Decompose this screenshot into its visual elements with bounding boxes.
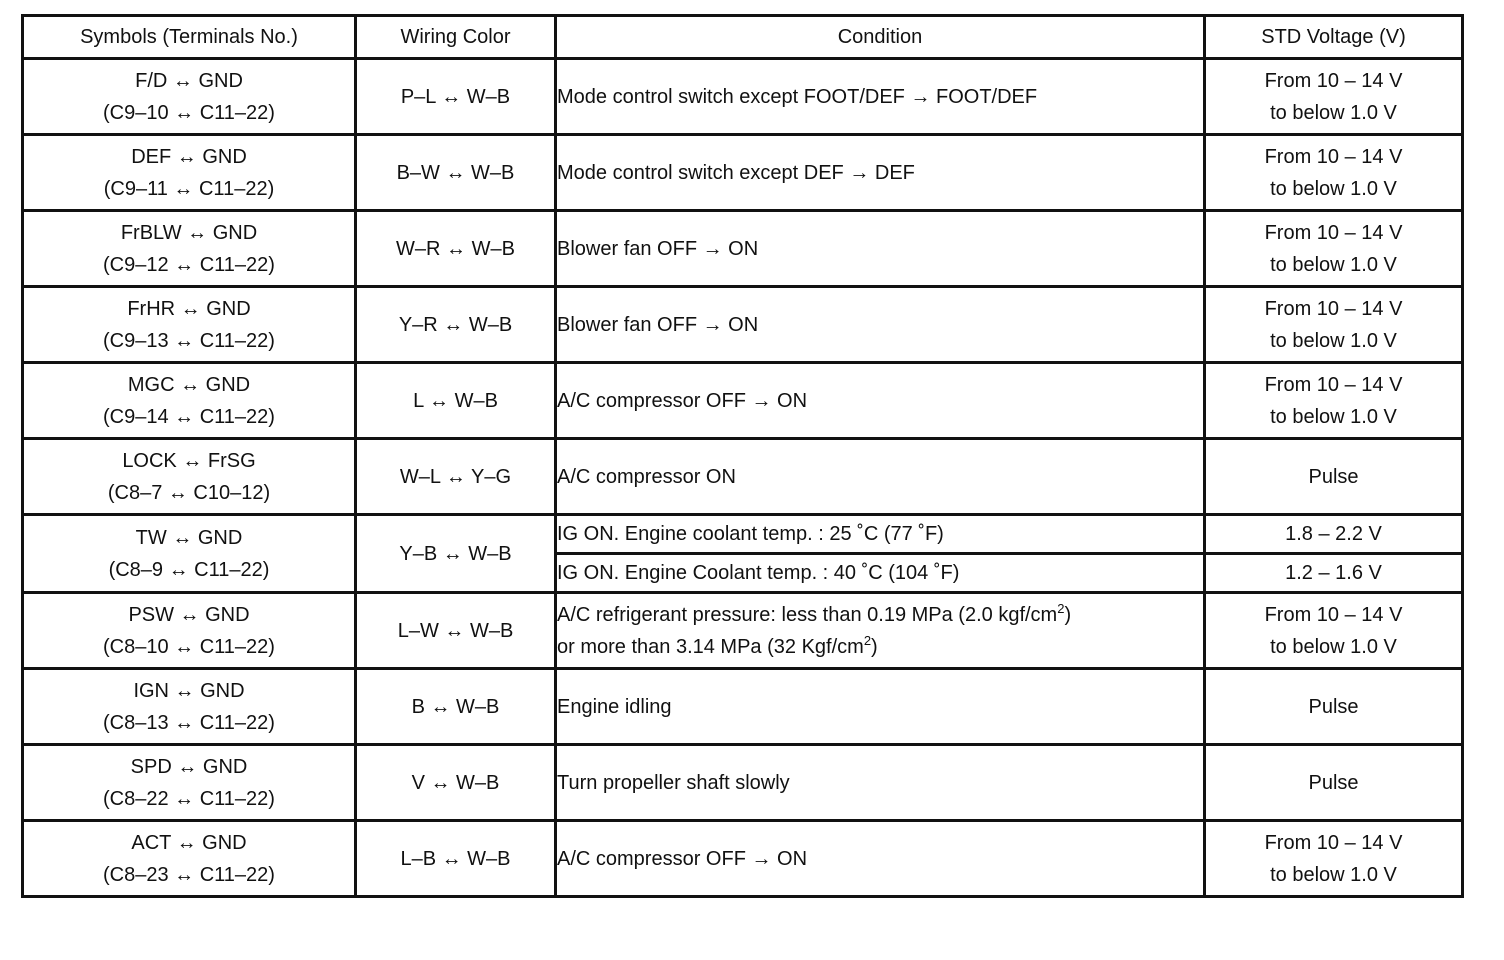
condition-cell: IG ON. Engine Coolant temp. : 40 ˚C (104 ˚F) [556, 554, 1205, 593]
condition-text-end: ) [1064, 603, 1072, 626]
symbol-name: SPD ↔ GND [130, 755, 248, 778]
header-symbols: Symbols (Terminals No.) [23, 16, 356, 59]
voltage-line: to below 1.0 V [1270, 405, 1397, 428]
symbol-cell [23, 593, 356, 669]
voltage-cell [1205, 211, 1463, 287]
condition-cell: Turn propeller shaft slowly [556, 745, 1205, 821]
condition-cell: Engine idling [556, 669, 1205, 745]
wiring-color-cell: P–L ↔ W–B [356, 59, 556, 135]
symbol-cell [23, 363, 356, 439]
voltage-line: to below 1.0 V [1270, 329, 1397, 352]
table-row [23, 211, 1463, 287]
terminal-numbers: (C9–12 ↔ C11–22) [103, 253, 275, 276]
wiring-color-cell: L–W ↔ W–B [356, 593, 556, 669]
table-row [23, 821, 1463, 897]
wiring-color-cell: W–R ↔ W–B [356, 211, 556, 287]
condition-text: A/C refrigerant pressure: less than 0.19 MPa (2.0 kgf/cm [557, 603, 1058, 626]
symbol-cell [23, 59, 356, 135]
condition-cell: A/C compressor OFF → ON [556, 821, 1205, 897]
symbol-name: MGC ↔ GND [127, 373, 251, 396]
voltage-line: From 10 – 14 V [1264, 221, 1403, 244]
voltage-cell [1205, 59, 1463, 135]
voltage-line: to below 1.0 V [1270, 177, 1397, 200]
voltage-line: to below 1.0 V [1270, 863, 1397, 886]
table-row [23, 669, 1463, 745]
wiring-color-cell: W–L ↔ Y–G [356, 439, 556, 515]
terminal-numbers: (C8–7 ↔ C10–12) [107, 481, 271, 504]
voltage-line: to below 1.0 V [1270, 635, 1397, 658]
voltage-line: From 10 – 14 V [1264, 373, 1403, 396]
voltage-cell: Pulse [1205, 439, 1463, 515]
symbol-name: ACT ↔ GND [131, 831, 247, 854]
terminal-numbers: (C9–10 ↔ C11–22) [103, 101, 275, 124]
terminal-numbers: (C9–14 ↔ C11–22) [103, 405, 275, 428]
table-row [23, 439, 1463, 515]
voltage-cell [1205, 821, 1463, 897]
condition-cell: Mode control switch except FOOT/DEF → FOOT/DEF [556, 59, 1205, 135]
table-row [23, 135, 1463, 211]
condition-cell: Mode control switch except DEF → DEF [556, 135, 1205, 211]
voltage-cell [1205, 593, 1463, 669]
wiring-color-cell: B–W ↔ W–B [356, 135, 556, 211]
condition-cell: Blower fan OFF → ON [556, 287, 1205, 363]
condition-line [557, 631, 1203, 663]
symbol-name: PSW ↔ GND [128, 603, 250, 626]
table-row [23, 363, 1463, 439]
condition-cell [556, 593, 1205, 669]
symbol-cell [23, 211, 356, 287]
voltage-line: From 10 – 14 V [1264, 297, 1403, 320]
voltage-cell [1205, 363, 1463, 439]
symbol-cell [23, 287, 356, 363]
symbol-name: F/D ↔ GND [135, 69, 243, 92]
table-row-tw-a [23, 515, 1463, 554]
table-row [23, 593, 1463, 669]
superscript: 2 [1057, 600, 1065, 616]
condition-cell: A/C compressor ON [556, 439, 1205, 515]
voltage-cell: 1.2 – 1.6 V [1205, 554, 1463, 593]
voltage-line: From 10 – 14 V [1264, 603, 1403, 626]
symbol-name: DEF ↔ GND [131, 145, 247, 168]
condition-line [557, 599, 1203, 631]
symbol-cell [23, 439, 356, 515]
symbol-cell [23, 669, 356, 745]
terminal-numbers: (C8–22 ↔ C11–22) [103, 787, 275, 810]
condition-text-end: ) [871, 635, 878, 658]
symbol-name: FrBLW ↔ GND [120, 221, 258, 244]
voltage-line: From 10 – 14 V [1264, 145, 1403, 168]
voltage-line: to below 1.0 V [1270, 101, 1397, 124]
condition-text: or more than 3.14 MPa (32 Kgf/cm [557, 635, 864, 658]
symbol-cell [23, 515, 356, 593]
voltage-cell: Pulse [1205, 745, 1463, 821]
condition-cell: A/C compressor OFF → ON [556, 363, 1205, 439]
voltage-line: From 10 – 14 V [1264, 69, 1403, 92]
symbol-name: TW ↔ GND [135, 526, 243, 549]
terminal-voltage-table [21, 14, 1464, 898]
terminal-numbers: (C8–23 ↔ C11–22) [103, 863, 275, 886]
condition-cell: IG ON. Engine coolant temp. : 25 ˚C (77 ˚F) [556, 515, 1205, 554]
wiring-color-cell: L ↔ W–B [356, 363, 556, 439]
terminal-numbers: (C9–11 ↔ C11–22) [103, 177, 275, 200]
voltage-line: From 10 – 14 V [1264, 831, 1403, 854]
table-row [23, 745, 1463, 821]
table-header-row [23, 16, 1463, 59]
symbol-cell [23, 821, 356, 897]
wiring-color-cell: L–B ↔ W–B [356, 821, 556, 897]
terminal-numbers: (C8–9 ↔ C11–22) [108, 558, 270, 581]
symbol-cell [23, 745, 356, 821]
symbol-name: FrHR ↔ GND [127, 297, 251, 320]
condition-cell: Blower fan OFF → ON [556, 211, 1205, 287]
header-condition: Condition [556, 16, 1205, 59]
voltage-cell [1205, 135, 1463, 211]
terminal-numbers: (C9–13 ↔ C11–22) [103, 329, 275, 352]
terminal-numbers: (C8–10 ↔ C11–22) [103, 635, 275, 658]
header-wiring-color: Wiring Color [356, 16, 556, 59]
table-row [23, 59, 1463, 135]
symbol-name: LOCK ↔ FrSG [122, 449, 256, 472]
voltage-cell: 1.8 – 2.2 V [1205, 515, 1463, 554]
symbol-cell [23, 135, 356, 211]
voltage-line: to below 1.0 V [1270, 253, 1397, 276]
wiring-color-cell: Y–B ↔ W–B [356, 515, 556, 593]
terminal-numbers: (C8–13 ↔ C11–22) [103, 711, 275, 734]
superscript: 2 [863, 632, 872, 648]
wiring-color-cell: Y–R ↔ W–B [356, 287, 556, 363]
wiring-color-cell: V ↔ W–B [356, 745, 556, 821]
table-row [23, 287, 1463, 363]
header-std-voltage: STD Voltage (V) [1205, 16, 1463, 59]
wiring-color-cell: B ↔ W–B [356, 669, 556, 745]
voltage-cell: Pulse [1205, 669, 1463, 745]
voltage-cell [1205, 287, 1463, 363]
symbol-name: IGN ↔ GND [133, 679, 245, 702]
